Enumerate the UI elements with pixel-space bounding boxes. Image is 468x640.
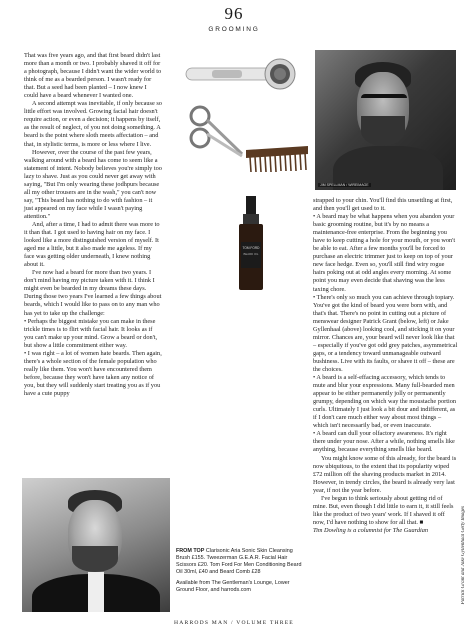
photo-credit: JIM SPELLMAN / WIREIMAGE (320, 183, 369, 187)
paragraph: You might know some of this already, for the beard is now ubiquitous, to the extent that its popularity wiped £72 million off the shaving products market in 2014. However, in trendy circles, the beard is already very last year, if not the year before. (313, 454, 457, 494)
paragraph: • I was right – a lot of women hate beards. Then again, there's a whole section of the female population who really like them. You won't have encountered them before, because they won't have taken any notice of you, but they will suddenly start treating you as if you have a cute puppy (24, 349, 162, 397)
scissors-icon (186, 102, 246, 162)
paragraph: • A beard may be what happens when you abandon your basic grooming routine, but it's by no means a maintenance-free enterprise. From the beginning you have to keep cutting a hole for your mouth, or you won't be able to eat. After a few months you'll be forced to purchase an electric trimmer just to keep on top of your new face hedge. Even so, you'll still find wiry rogue hairs poking out at odd angles every morning. At some point you may even decide that shaving was the less taxing chore. (313, 213, 456, 293)
paragraph: However, over the course of the past few years, walking around with a beard has come to seem like a statement of intent. Nobody believes you're simply too lazy to shave. Just as you could never get away with saying, "But I'm only wearing these jodhpurs because all my other trousers are in the wash," you can't now say, "This beard has nothing to do with fashion – it just appeared on my face while I wasn't paying attention." (24, 148, 162, 220)
paragraph: I've now had a beard for more than two years. I don't mind having my picture taken with it. I think I might even be bearded in my dreams these days. During those two years I've learned a few things about beards, which I would like to pass on to any man who has yet to take up the challenge: (24, 269, 162, 317)
caption-items (176, 548, 308, 576)
paragraph: • A beard is a self-effacing accessory, which tends to mute and blur your expressions. Many full-bearded men appear to be either permanently jolly or permanently grumpy, depending on which way the moustache portion curls. Ultimately I just look a bit dour and indifferent, as if I don't care much either way about most things – which isn't necessarily bad, or even inaccurate. (313, 374, 456, 430)
bottle-label-brand: TOM FORD (242, 246, 260, 250)
product-caption (176, 548, 308, 598)
page-number: 96 (224, 4, 244, 23)
bottle-label-name: BEARD OIL (243, 252, 259, 256)
article-column-right (313, 197, 458, 535)
section-label: GROOMING (208, 26, 260, 33)
beard-oil-bottle-icon (236, 196, 266, 292)
sunglasses-icon (361, 94, 407, 106)
paragraph: • There's only so much you can achieve through topiary. You've got the kind of beard you were born with, and that's that. There's no point in cutting out a picture of menswear designer Patrick Grant (below, left) or Jake Gyllenhaal (above) looking cool, and sticking it on your mirror. Chances are, your beard will never look like that – especially if you've got odd grey patches, asymmetrical gaps, or a tendency toward unmanageable outward bushiness. Live with its faults, or shave it off – these are the choices. (313, 293, 458, 373)
photo-shape (72, 546, 118, 572)
caption-prefix: FROM TOP (176, 548, 205, 554)
paragraph: strapped to your chin. You'll find this unsettling at first, and then you'll get used to it. (313, 197, 453, 213)
paragraph: And, after a time, I had to admit there was more to it than that. I got used to having hair on my face. I looked like a more distinguished version of myself. It aged me a little, but it also made me ageless. If my face was getting older underneath, I knew nothing about it. (24, 220, 160, 269)
side-photo-credit: Patrick Grant and Jake Gyllenhaal Getty Images (461, 506, 466, 605)
portrait-photo-grant (22, 478, 170, 612)
comb-icon (242, 144, 312, 176)
author-bio: Tim Dowling is a columnist for The Guardian (313, 526, 429, 534)
paragraph: • A beard can dull your olfactory awareness. It's right there under your nose. After a while, nothing smells like anything, because everything smells like beard. (313, 430, 455, 454)
paragraph: A second attempt was inevitable, if only because so little effort was involved. Growing facial hair doesn't require action, or even a decision; it happens by itself, as the result of neglect, of you not doing something. A beard is the point where sloth meets affectation – and that, in stylistic terms, is more or less where I live. (24, 100, 162, 148)
caption-text: Clarisonic Aria Sonic Skin Cleansing Brush £155. Tweezerman G.E.A.R. Facial Hair Scissors £20. Tom Ford For Men Conditioning Beard Oil 30ml, £40 and Beard Comb £28 (176, 548, 302, 575)
paragraph: That was five years ago, and that first beard didn't last more than a month or two. I probably shaved it off for a photograph, because I didn't want the wider world to think of me as a bearded person. I wasn't ready for that. But a seed had been planted – I now knew I could have a beard whenever I wanted one. (24, 52, 162, 100)
photo-shape (88, 572, 104, 612)
article-column-left (24, 52, 162, 398)
paragraph: I've begun to think seriously about getting rid of mine. But, even though I did little to earn it, it still feels like the product of two years' work. If I shaved it off now, I'd have nothing to show for all that. ■ (313, 494, 454, 526)
portrait-photo-gyllenhaal (315, 50, 456, 190)
photo-shape (361, 116, 405, 146)
page-footer: HARRODS MAN / VOLUME THREE (174, 620, 294, 626)
caption-availability: Available from The Gentleman's Lounge, Lower Ground Floor, and harrods.com (176, 580, 290, 593)
paragraph: • Perhaps the biggest mistake you can make in these trickle times is to flirt with facial hair. It looks as if you can't make up your mind. Grow a beard or don't, but show a little commitment either way. (24, 317, 158, 349)
cleansing-brush-icon (182, 56, 300, 90)
